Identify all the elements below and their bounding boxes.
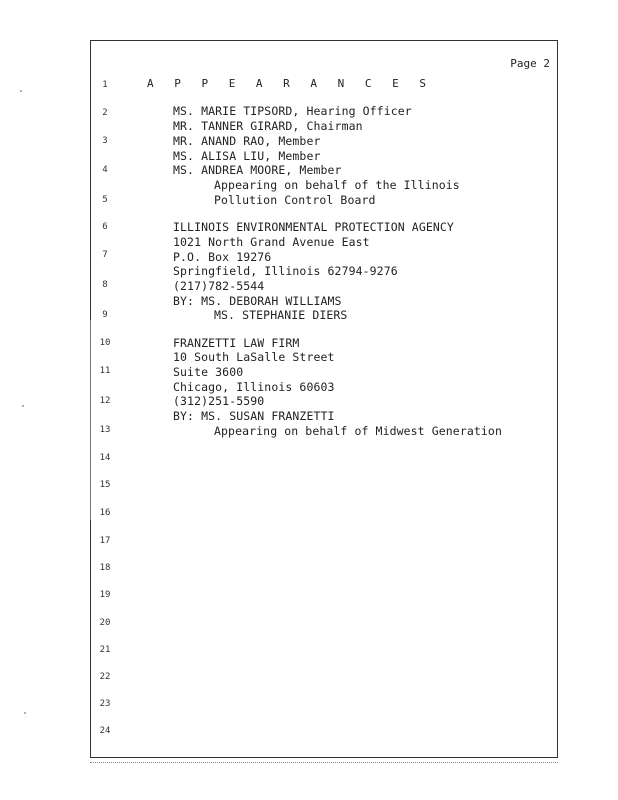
line-number-18: 18: [99, 563, 111, 573]
line-number-12: 12: [99, 396, 111, 406]
line-number-3: 3: [102, 136, 108, 146]
line-number-1: 1: [102, 80, 108, 90]
line-number-15: 15: [99, 480, 111, 490]
appearance-line: Appearing on behalf of the Illinois: [214, 178, 460, 192]
margin-rule: [90, 320, 91, 520]
line-number-20: 20: [99, 618, 111, 628]
appearance-line: Appearing on behalf of Midwest Generation: [214, 424, 502, 438]
appearance-line: MR. ANAND RAO, Member: [173, 134, 321, 148]
page-number: Page 2: [510, 57, 550, 70]
appearance-line: Suite 3600: [173, 365, 244, 379]
appearance-line: P.O. Box 19276: [173, 250, 272, 264]
appearance-line: MS. STEPHANIE DIERS: [214, 308, 348, 322]
line-number-4: 4: [102, 165, 108, 175]
appearance-line: MR. TANNER GIRARD, Chairman: [173, 119, 363, 133]
line-number-16: 16: [99, 508, 111, 518]
appearance-line: MS. ANDREA MOORE, Member: [173, 163, 342, 177]
line-number-24: 24: [99, 726, 111, 736]
section-title: A P P E A R A N C E S: [146, 77, 434, 90]
line-number-17: 17: [99, 536, 111, 546]
line-number-2: 2: [102, 108, 108, 118]
line-number-8: 8: [102, 280, 108, 290]
scan-speck: [22, 405, 24, 407]
line-number-14: 14: [99, 453, 111, 463]
appearance-line: ILLINOIS ENVIRONMENTAL PROTECTION AGENCY: [173, 220, 454, 234]
appearance-line: (217)782-5544: [173, 279, 265, 293]
line-number-10: 10: [99, 338, 111, 348]
line-number-11: 11: [99, 366, 111, 376]
scan-speck: [20, 90, 22, 92]
appearance-line: MS. MARIE TIPSORD, Hearing Officer: [173, 104, 412, 118]
appearance-line: MS. ALISA LIU, Member: [173, 149, 321, 163]
line-number-7: 7: [102, 250, 108, 260]
line-number-23: 23: [99, 699, 111, 709]
appearance-line: (312)251-5590: [173, 394, 265, 408]
bottom-rule: [90, 762, 558, 763]
page-frame: [90, 40, 558, 758]
line-number-13: 13: [99, 425, 111, 435]
appearance-line: Chicago, Illinois 60603: [173, 380, 335, 394]
line-number-9: 9: [102, 310, 108, 320]
appearance-line: 10 South LaSalle Street: [173, 350, 335, 364]
line-number-21: 21: [99, 645, 111, 655]
appearance-line: 1021 North Grand Avenue East: [173, 235, 370, 249]
line-number-5: 5: [102, 195, 108, 205]
line-number-19: 19: [99, 590, 111, 600]
line-number-6: 6: [102, 222, 108, 232]
line-number-22: 22: [99, 672, 111, 682]
scan-speck: [24, 712, 26, 714]
appearance-line: FRANZETTI LAW FIRM: [173, 336, 300, 350]
appearance-line: BY: MS. DEBORAH WILLIAMS: [173, 294, 342, 308]
appearance-line: BY: MS. SUSAN FRANZETTI: [173, 409, 335, 423]
appearance-line: Springfield, Illinois 62794-9276: [173, 264, 398, 278]
appearance-line: Pollution Control Board: [214, 193, 376, 207]
